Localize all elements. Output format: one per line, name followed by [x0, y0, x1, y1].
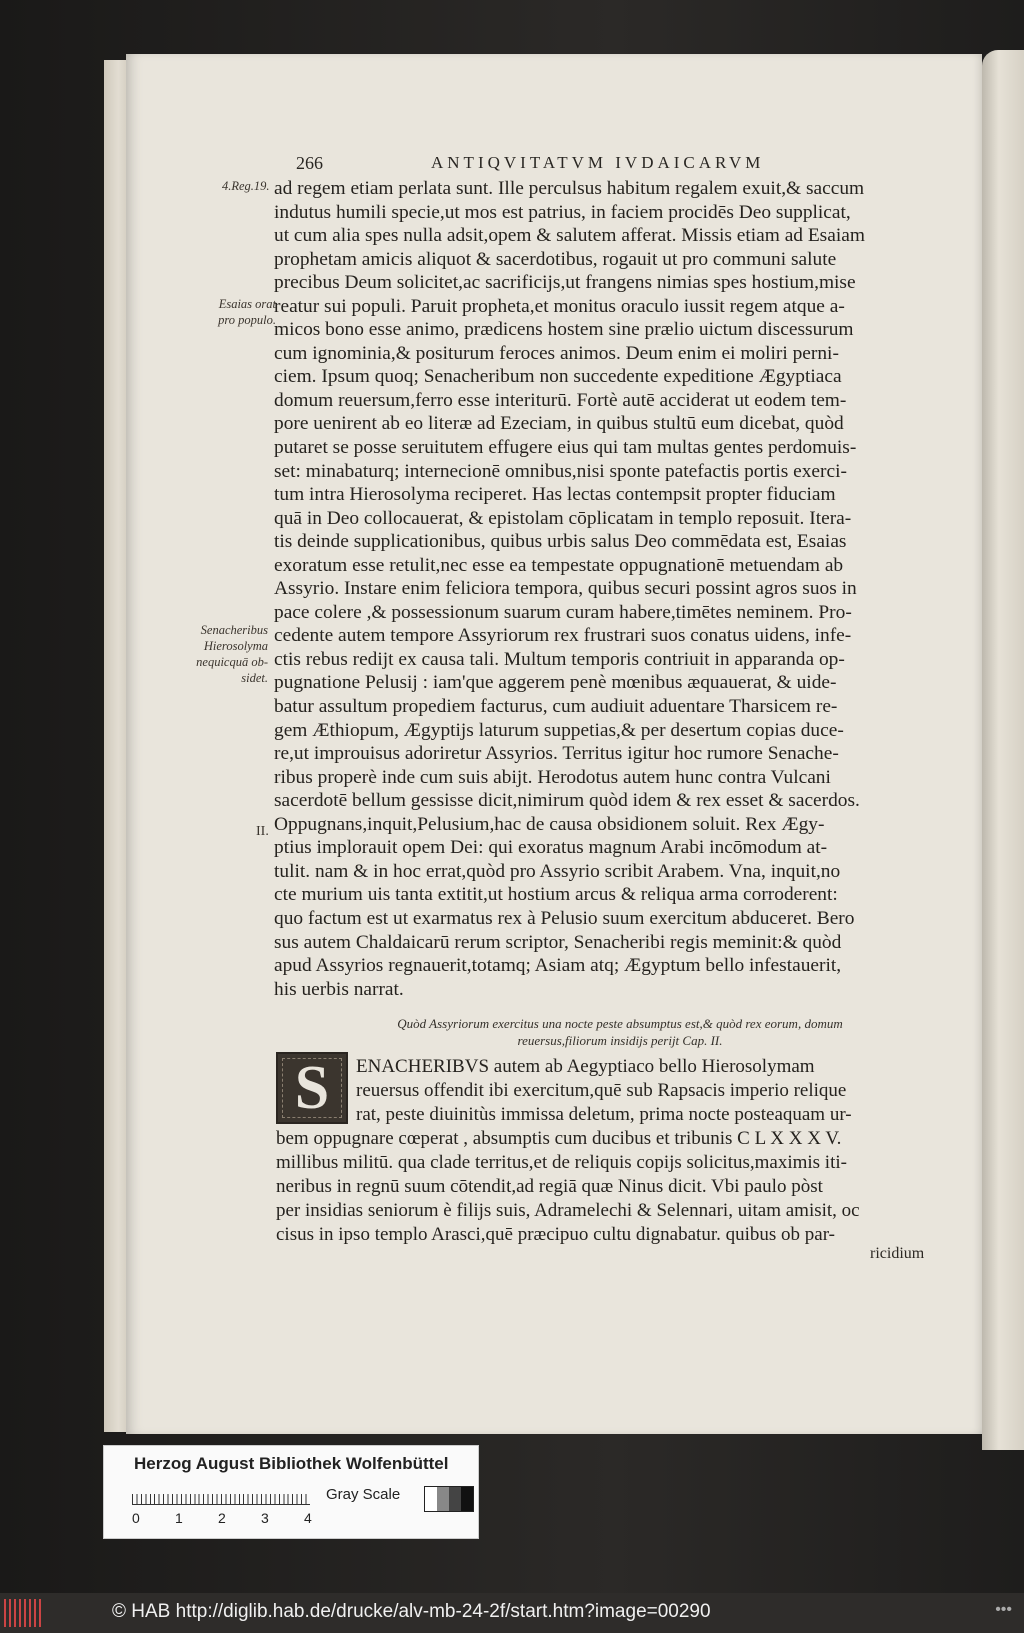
text-line: ctis rebus redijt ex causa tali. Multum temporis contriuit in apparanda op- [274, 648, 845, 670]
text-line: domum reuersum,ferro esse interiturū. Fortè autē acciderat ut eodem tem- [274, 389, 847, 411]
text-line: tulit. nam & in hoc errat,quòd pro Assyrio scribit Arabem. Vna, inquit,no [274, 860, 841, 882]
text-line: ut cum alia spes nulla adsit,opem & salutem afferat. Missis etiam ad Esaiam [274, 225, 865, 247]
text-line: set: minabaturq; internecionē omnibus,nisi sponte patefactis portis exerci- [274, 460, 847, 482]
chapter-text-line: rat, peste diuinitùs immissa deletum, prima nocte posteaquam ur- [356, 1104, 852, 1125]
gray-scale-swatch [424, 1486, 474, 1512]
library-name: Herzog August Bibliothek Wolfenbüttel [134, 1454, 449, 1473]
margin-note-line: Esaias orat [218, 297, 276, 311]
text-line: re,ut improuisus adoriretur Assyrios. Territus igitur hoc rumore Senache- [274, 743, 839, 765]
facing-page-edge [982, 50, 1024, 1450]
margin-note-senacheribus [188, 622, 268, 686]
chapter-text-line: millibus militū. qua clade territus,et de reliquis copijs solicitus,maximis iti- [276, 1152, 847, 1173]
barcode-icon [4, 1599, 44, 1627]
text-line: putaret se posse seruitutem effugere eius qui tam multas gentes perdomuis- [274, 437, 857, 459]
chapter-text-line: cisus in ipso templo Arasci,quē præcipuo cultu dignabatur. quibus ob par- [276, 1224, 835, 1245]
chapter-text-line: per insidias seniorum è filijs suis, Adramelechi & Selennari, uitam amisit, oc [276, 1200, 860, 1221]
margin-note-line: nequicquā ob- [196, 655, 268, 669]
chapter-text-line: ENACHERIBVS autem ab Aegyptiaco bello Hierosolymam [356, 1056, 815, 1077]
text-line: pore uenirent ab eo literæ ad Ezeciam, in quibus stultū eum dicebat, quòd [274, 413, 844, 435]
page-number: 266 [296, 153, 323, 173]
text-line: sus autem Chaldaicarū rerum scriptor, Senacheribi regis meminit:& quòd [274, 931, 842, 953]
chapter-text-line: reuersus offendit ibi exercitum,quē sub Rapsacis imperio relique [356, 1080, 847, 1101]
margin-reference: 4.Reg.19. [222, 179, 270, 193]
color-chart [104, 1446, 478, 1538]
chapter-heading-line: reuersus,filiorum insidijs perijt Cap. II. [517, 1033, 723, 1048]
ruler-number: 1 [175, 1510, 183, 1526]
chapter-text [276, 1055, 940, 1247]
margin-note-esaias [210, 296, 276, 328]
initial-letter: S [294, 1054, 330, 1122]
margin-note-line: Hierosolyma [203, 639, 268, 653]
text-line: tum intra Hierosolyma reciperet. Has lectas contempsit propter fiduciam [274, 484, 836, 506]
text-line: pace colere ,& possessionum suarum curam habere,timētes neminem. Pro- [274, 601, 852, 623]
text-line: cum ignominia,& positurum feroces animos. Deum enim ei moliri perni- [274, 342, 839, 364]
chapter-text-line: neribus in regnū suum cōtendit,ad regiā quæ Ninus dicit. Vbi paulo pòst [276, 1176, 823, 1197]
text-line: micos bono esse animo, prædicens hostem sine prælio uictum discessurum [274, 319, 854, 341]
catchword: ricidium [870, 1245, 925, 1262]
text-line: cte murium uis tanta extitit,ut hostium arcus & reliqua arma corroderent: [274, 884, 838, 906]
text-line: his uerbis narrat. [274, 978, 404, 1000]
body-text [274, 177, 938, 1001]
margin-note-line: Senacheribus [200, 623, 268, 637]
text-line: apud Assyrios regnauerit,totamq; Asiam atq; Ægyptum bello infestauerit, [274, 955, 842, 977]
page-edge [104, 60, 128, 1432]
text-line: ciem. Ipsum quoq; Senacheribum non succedente expeditione Ægyptiaca [274, 366, 842, 388]
text-line: ad regem etiam perlata sunt. Ille perculsus habitum regalem exuit,& saccum [274, 178, 865, 199]
text-line: pugnatione Pelusij : iam'que aggerem penè mœnibus æquauerat, & uide- [274, 672, 837, 694]
chapter-heading [300, 1015, 940, 1049]
margin-note-line: pro populo. [218, 313, 276, 327]
text-line: batur assultum propediem facturus, cum audiuit aduentare Tharsicem re- [274, 696, 838, 718]
text-line: tis deinde supplicationibus, quibus urbis salus Deo commēdata est, Esaias [274, 531, 847, 553]
margin-note-line: sidet. [241, 671, 268, 685]
ruler-number: 2 [218, 1510, 226, 1526]
text-line: sacerdotē bellum gessisse dicit,nimirum quòd idem & rex esset & sacerdos. [274, 790, 860, 812]
chapter-heading-line: Quòd Assyriorum exercitus una nocte peste absumptus est,& quòd rex eorum, domum [397, 1016, 843, 1031]
text-line: gem Æthiopum, Ægyptijs laturum suppetias,& per desertum copias duce- [274, 719, 844, 741]
ruler-number: 4 [304, 1510, 312, 1526]
text-line: quā in Deo collocauerat, & epistolam cōplicatam in templo reposuit. Itera- [274, 507, 852, 529]
text-line: indutus humili specie,ut mos est patrius, in faciem procidēs Deo supplicat, [274, 201, 851, 223]
more-icon[interactable]: ••• [995, 1601, 1012, 1618]
section-marker: II. [256, 824, 269, 839]
text-line: cedente autem tempore Assyriorum rex frustrari suos conatus uidens, infe- [274, 625, 852, 647]
text-line: prophetam amicis aliquot & sacerdotibus, rogauit ut pro communi salute [274, 248, 837, 270]
text-line: quo factum est ut exarmatus rex à Pelusio suum exercitum abduceret. Bero [274, 907, 855, 929]
chapter-text-line: bem oppugnare cœperat , absumptis cum ducibus et tribunis C L X X X V. [276, 1128, 842, 1149]
text-line: exoratum esse retulit,nec esse ea tempestate oppugnationē metuendam ab [274, 554, 844, 576]
gray-scale-label: Gray Scale [326, 1486, 401, 1503]
text-line: ptius implorauit opem Dei: qui exoratus magnum Arabi incōmodum at- [274, 837, 828, 859]
text-line: Assyrio. Instare enim feliciora tempora, quibus securi possint agros suos in [274, 578, 857, 600]
text-line: ribus properè inde cum suis abijt. Herodotus autem hunc contra Vulcani [274, 766, 831, 788]
text-line: precibus Deum solicitet,ac sacrificijs,ut frangens nimias spes hostium,mise [274, 272, 856, 294]
scale-ruler [132, 1484, 310, 1505]
text-line: reatur sui populi. Paruit propheta,et monitus oraculo iussit regem atque a- [274, 295, 845, 317]
ruler-number: 0 [132, 1510, 140, 1526]
running-header [296, 153, 856, 175]
running-head-title: ANTIQVITATVM IVDAICARVM [431, 153, 765, 172]
ruler-number: 3 [261, 1510, 269, 1526]
text-line: Oppugnans,inquit,Pelusium,hac de causa obsidionem soluit. Rex Ægy- [274, 813, 825, 835]
copyright-url[interactable]: © HAB http://diglib.hab.de/drucke/alv-mb-24-2f/start.htm?image=00290 [112, 1601, 711, 1622]
status-bar [0, 1593, 1024, 1633]
